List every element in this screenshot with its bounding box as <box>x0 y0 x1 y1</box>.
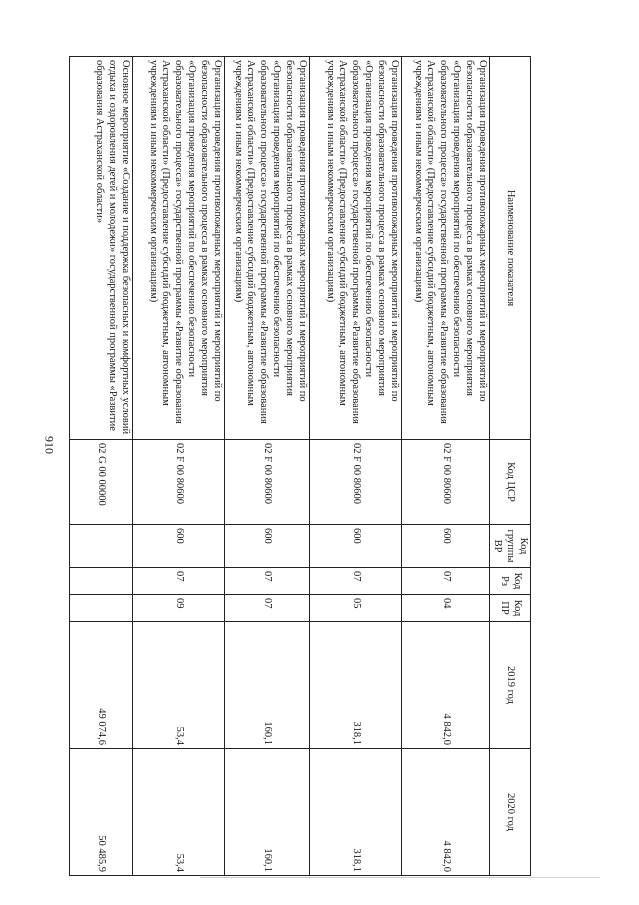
budget-table <box>69 56 531 876</box>
row-pr: 05 <box>309 595 401 622</box>
row-vr: 600 <box>132 525 224 568</box>
row-csr: 02 F 00 80600 <box>132 440 224 525</box>
row-name: Организация проведения противопожарных мероприятий и мероприятий по безопасности образовательного процесса в рамках основного мероприятия «Организация проведения мероприятий по обеспечению безопасности образовательного процесса» государственной программы «Развитие образования Астраханской области» (Предоставление субсидий бюджетным, автономным учреждениям и иным некоммерческим организациям) <box>309 57 401 440</box>
row-pr: 09 <box>132 595 224 622</box>
row-2019: 4 842,0 <box>401 622 489 749</box>
header-name: Наименование показателя <box>489 57 530 440</box>
row-csr: 02 F 00 80600 <box>309 440 401 525</box>
row-2020: 160,1 <box>224 749 309 876</box>
row-2019: 160,1 <box>224 622 309 749</box>
row-2020: 318,1 <box>309 749 401 876</box>
row-2019: 318,1 <box>309 622 401 749</box>
table-row <box>224 57 309 876</box>
header-2019: 2019 год <box>489 622 530 749</box>
scan-edge-line <box>200 877 600 878</box>
header-pr: Код ПР <box>489 595 530 622</box>
table-row <box>309 57 401 876</box>
row-rz: 07 <box>401 568 489 595</box>
row-name: Организация проведения противопожарных мероприятий и мероприятий по безопасности образовательного процесса в рамках основного мероприятия «Организация проведения мероприятий по обеспечению безопасности образовательного процесса» государственной программы «Развитие образования Астраханской области» (Предоставление субсидий бюджетным, автономным учреждениям и иным некоммерческим организациям) <box>132 57 224 440</box>
row-2020: 4 842,0 <box>401 749 489 876</box>
table-row <box>69 57 132 876</box>
row-rz: 07 <box>132 568 224 595</box>
row-2020: 50 485,9 <box>69 749 132 876</box>
row-csr: 02 G 00 00000 <box>69 440 132 525</box>
row-pr: 07 <box>224 595 309 622</box>
row-2020: 53,4 <box>132 749 224 876</box>
header-2020: 2020 год <box>489 749 530 876</box>
table-row <box>132 57 224 876</box>
header-rz: Код Рз <box>489 568 530 595</box>
row-pr: 04 <box>401 595 489 622</box>
row-pr <box>69 595 132 622</box>
row-rz <box>69 568 132 595</box>
header-row <box>489 57 530 876</box>
row-rz: 07 <box>224 568 309 595</box>
row-name: Организация проведения противопожарных мероприятий и мероприятий по безопасности образовательного процесса в рамках основного мероприятия «Организация проведения мероприятий по обеспечению безопасности образовательного процесса» государственной программы «Развитие образования Астраханской области» (Предоставление субсидий бюджетным, автономным учреждениям и иным некоммерческим организациям) <box>401 57 489 440</box>
header-vr: Код группы ВР <box>489 525 530 568</box>
header-csr: Код ЦСР <box>489 440 530 525</box>
row-csr: 02 F 00 80600 <box>401 440 489 525</box>
page-number: 910 <box>42 436 57 454</box>
row-name: Организация проведения противопожарных мероприятий и мероприятий по безопасности образовательного процесса в рамках основного мероприятия «Организация проведения мероприятий по обеспечению безопасности образовательного процесса» государственной программы «Развитие образования Астраханской области» (Предоставление субсидий бюджетным, автономным учреждениям и иным некоммерческим организациям) <box>224 57 309 440</box>
table-row <box>401 57 489 876</box>
row-vr <box>69 525 132 568</box>
row-vr: 600 <box>309 525 401 568</box>
row-vr: 600 <box>401 525 489 568</box>
row-2019: 53,4 <box>132 622 224 749</box>
row-name: Основное мероприятие «Создание и поддержка безопасных и комфортных условий отдыха и оздоровления детей и молодежи» государственной программы «Развитие образования Астраханской области» <box>69 57 132 440</box>
row-2019: 49 074,6 <box>69 622 132 749</box>
rotated-table-wrapper <box>73 56 531 875</box>
row-rz: 07 <box>309 568 401 595</box>
row-vr: 600 <box>224 525 309 568</box>
row-csr: 02 F 00 80600 <box>224 440 309 525</box>
